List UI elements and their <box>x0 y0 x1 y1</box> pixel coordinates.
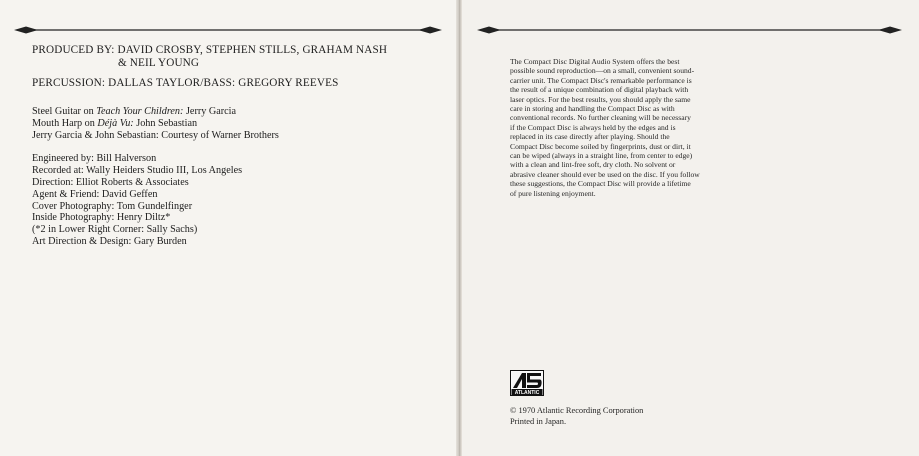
credit-line: Direction: Elliot Roberts & Associates <box>32 176 189 188</box>
right-divider-rule <box>477 22 902 38</box>
producers-line-2: & NEIL YOUNG <box>118 57 200 69</box>
notice-line: with a clean and lint-free soft, dry cloth. No solvent or <box>510 160 676 170</box>
notice-line: Compact Disc become soiled by fingerprints, dust or dirt, it <box>510 141 691 151</box>
percussion-heading: PERCUSSION: DALLAS TAYLOR/BASS: GREGORY REEVES <box>32 77 339 89</box>
notice-line: care in storing and handling the Compact Disc as with <box>510 104 675 114</box>
notice-line: The Compact Disc Digital Audio System offers the best <box>510 57 680 66</box>
credit-line: Art Direction & Design: Gary Burden <box>32 235 187 247</box>
song-title: Déjà Vu: <box>97 117 134 129</box>
logo-label: ATLANTIC <box>514 390 540 396</box>
booklet-spine <box>456 0 462 456</box>
guest-credit-line: Mouth Harp on Déjà Vu: John Sebastian <box>32 117 198 129</box>
notice-line: of pure listening enjoyment. <box>510 188 596 198</box>
credit-line: Cover Photography: Tom Gundelfinger <box>32 200 193 212</box>
credit-line: (*2 in Lower Right Corner: Sally Sachs) <box>32 224 198 236</box>
notice-line: if the Compact Disc is always held by the edges and is <box>510 122 676 132</box>
atlantic-logo <box>510 370 544 396</box>
notice-line: the result of a unique combination of digital playback with <box>510 85 689 95</box>
guest-credit-line: Jerry Garcia & John Sebastian: Courtesy of Warner Brothers <box>32 129 279 141</box>
notice-line: conventional records. No further cleaning will be necessary <box>510 113 691 123</box>
song-title: Teach Your Children: <box>96 106 184 117</box>
notice-line: replaced in its case directly after playing. Should the <box>510 132 670 142</box>
left-divider-rule <box>14 22 442 38</box>
album-credits <box>32 44 442 248</box>
notice-line: these suggestions, the Compact Disc will provide a lifetime <box>510 179 691 189</box>
notice-line: possible sound reproduction—on a small, convenient sound- <box>510 66 695 76</box>
notice-line: laser optics. For the best results, you should apply the same <box>510 94 691 104</box>
copyright-block <box>510 405 643 427</box>
notice-line: can be wiped (always in a straight line, from center to edge) <box>510 151 693 161</box>
credit-line: Agent & Friend: David Geffen <box>32 188 158 200</box>
guest-credits <box>32 106 442 141</box>
notice-line: carrier unit. The Compact Disc's remarkable performance is <box>510 75 692 85</box>
notice-line: abrasive cleaner should ever be used on the disc. If you follow <box>510 169 700 179</box>
credit-line: Recorded at: Wally Heiders Studio III, Los Angeles <box>32 165 243 177</box>
guest-credit-line: Steel Guitar on Teach Your Children: Jerry Garcia <box>32 106 237 117</box>
printed-in-line: Printed in Japan. <box>510 417 567 426</box>
producers-line-1: PRODUCED BY: DAVID CROSBY, STEPHEN STILLS, GRAHAM NASH <box>32 44 388 56</box>
credit-line: Engineered by: Bill Halverson <box>32 153 157 165</box>
credit-line: Inside Photography: Henry Diltz* <box>32 212 171 224</box>
compact-disc-care-notice <box>510 57 740 198</box>
copyright-line: © 1970 Atlantic Recording Corporation <box>510 406 644 415</box>
production-credits <box>32 153 442 247</box>
producers-heading <box>32 44 442 70</box>
